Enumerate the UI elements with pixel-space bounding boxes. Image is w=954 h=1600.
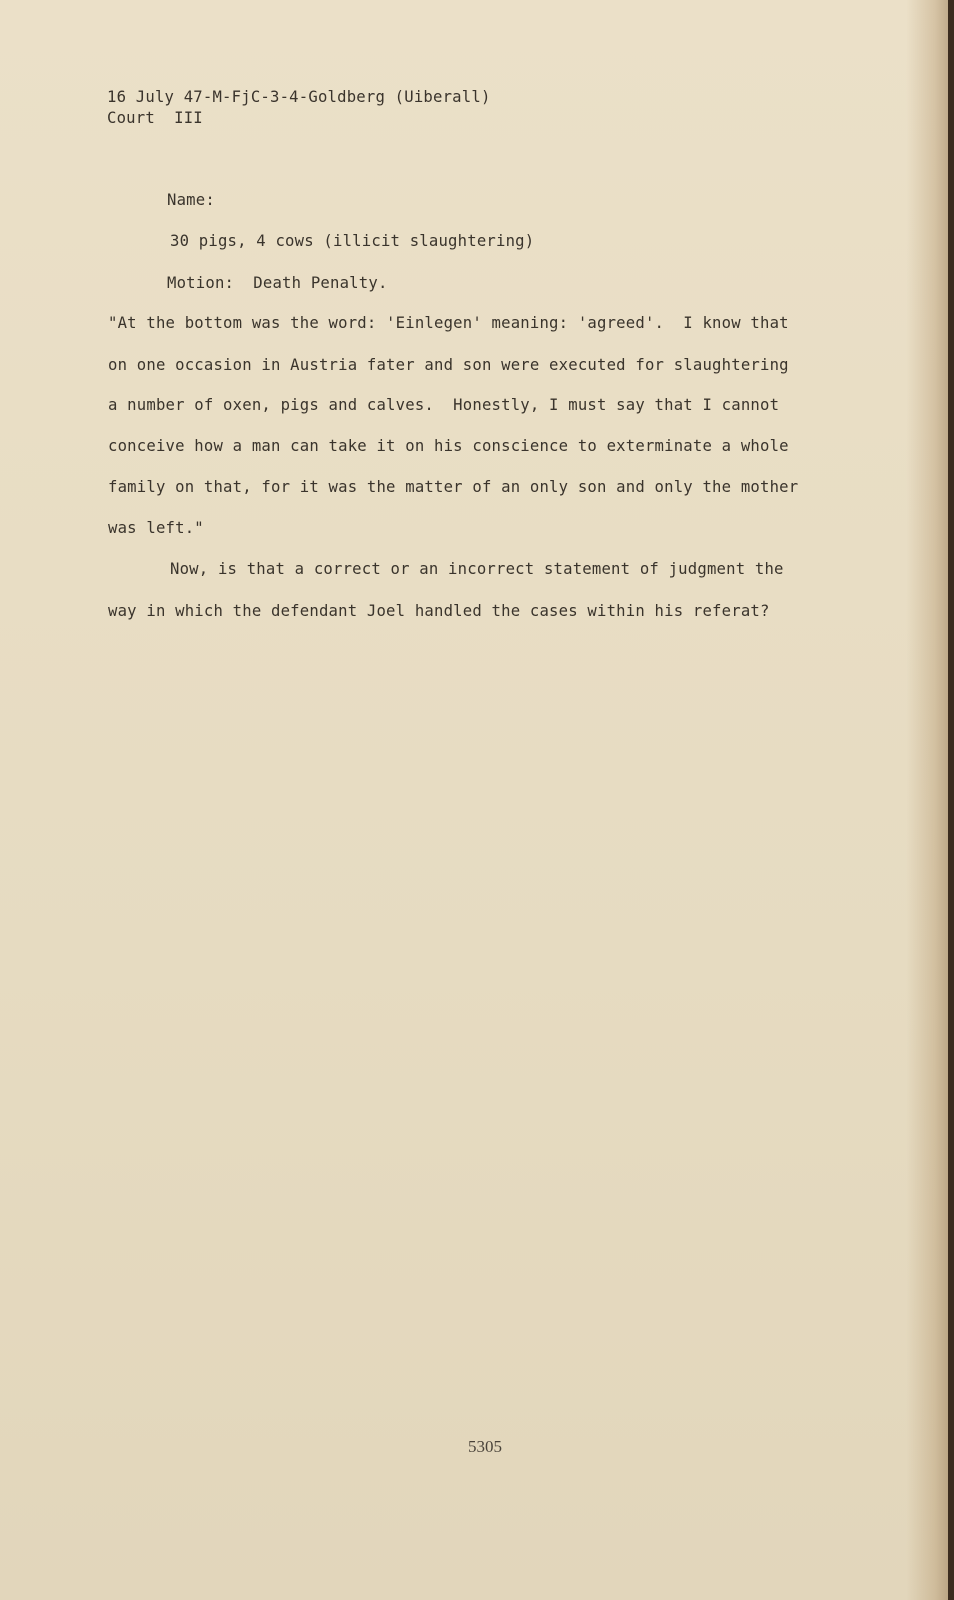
quote-line: conceive how a man can take it on his conscience to exterminate a whole (108, 437, 789, 455)
header-line-1: 16 July 47-M-FjC-3-4-Goldberg (Uiberall) (107, 88, 491, 106)
question-line: Now, is that a correct or an incorrect statement of judgment the (170, 560, 784, 578)
page-number: 5305 (468, 1437, 502, 1456)
quote-line: family on that, for it was the matter of an only son and only the mother (108, 478, 799, 496)
motion-line: Motion: Death Penalty. (167, 274, 388, 292)
quote-line: "At the bottom was the word: 'Einlegen' meaning: 'agreed'. I know that (108, 314, 789, 332)
quote-line: on one occasion in Austria fater and son were executed for slaughtering (108, 356, 789, 374)
page-edge (948, 0, 954, 1600)
header-line-2: Court III (107, 109, 203, 127)
quote-line: a number of oxen, pigs and calves. Honestly, I must say that I cannot (108, 396, 780, 414)
name-label: Name: (167, 191, 215, 209)
question-line: way in which the defendant Joel handled the cases within his referat? (108, 602, 770, 620)
quote-line: was left." (108, 519, 204, 537)
count-line: 30 pigs, 4 cows (illicit slaughtering) (170, 232, 535, 250)
